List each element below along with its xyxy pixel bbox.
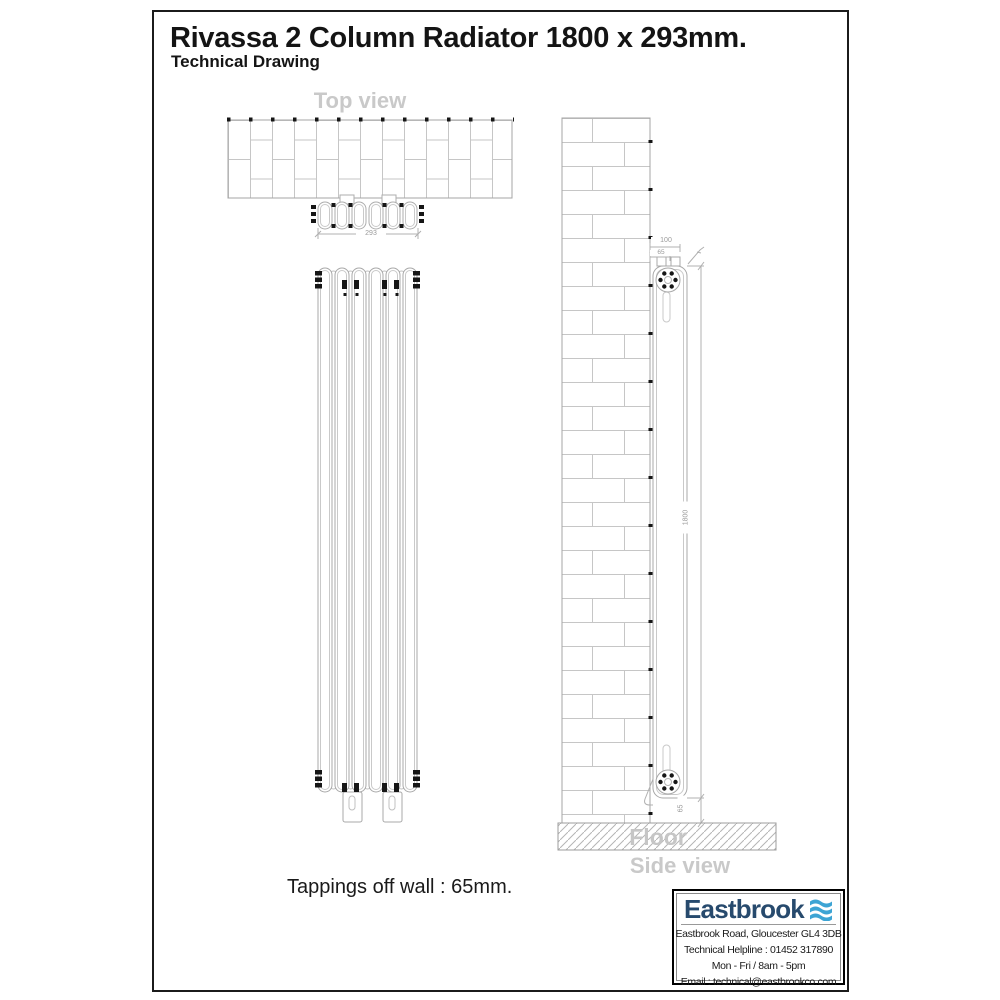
top-view-label: Top view — [313, 88, 407, 113]
side-view-drawing — [558, 118, 776, 850]
brand-name: Eastbrook — [684, 894, 804, 924]
brand-address: Eastbrook Road, Gloucester GL4 3DB — [675, 928, 842, 940]
dim-tapping-65: 65 — [650, 250, 672, 257]
top-view-wall — [228, 120, 512, 198]
top-view-drawing — [227, 120, 514, 240]
floor-label: Floor — [629, 824, 687, 850]
dim-floor-gap-65: 65 — [678, 796, 685, 822]
brand-box-inner — [675, 893, 842, 988]
brand-email: Email : technical@eastbrookco.com — [680, 975, 837, 988]
dim-depth-100: 100 — [651, 237, 681, 244]
side-view-wall — [562, 118, 650, 823]
tappings-note: Tappings off wall : 65mm. — [287, 876, 513, 898]
front-view-feet — [343, 792, 402, 822]
page-title: Rivassa 2 Column Radiator 1800 x 293mm. — [170, 22, 747, 54]
top-view-columns — [311, 202, 424, 229]
brand-hours: Mon - Fri / 8am - 5pm — [711, 959, 806, 972]
side-view-label: Side view — [629, 853, 731, 878]
brand-logo-row — [681, 896, 836, 925]
dim-width-293: 293 — [356, 230, 386, 237]
page-subtitle: Technical Drawing — [171, 52, 320, 71]
dim-height-1800: 1800 — [683, 502, 690, 534]
brand-box — [672, 889, 845, 988]
front-view-drawing — [315, 268, 420, 822]
side-view-radiator — [645, 257, 687, 805]
waves-icon — [809, 898, 833, 921]
brand-helpline: Technical Helpline : 01452 317890 — [684, 943, 833, 956]
